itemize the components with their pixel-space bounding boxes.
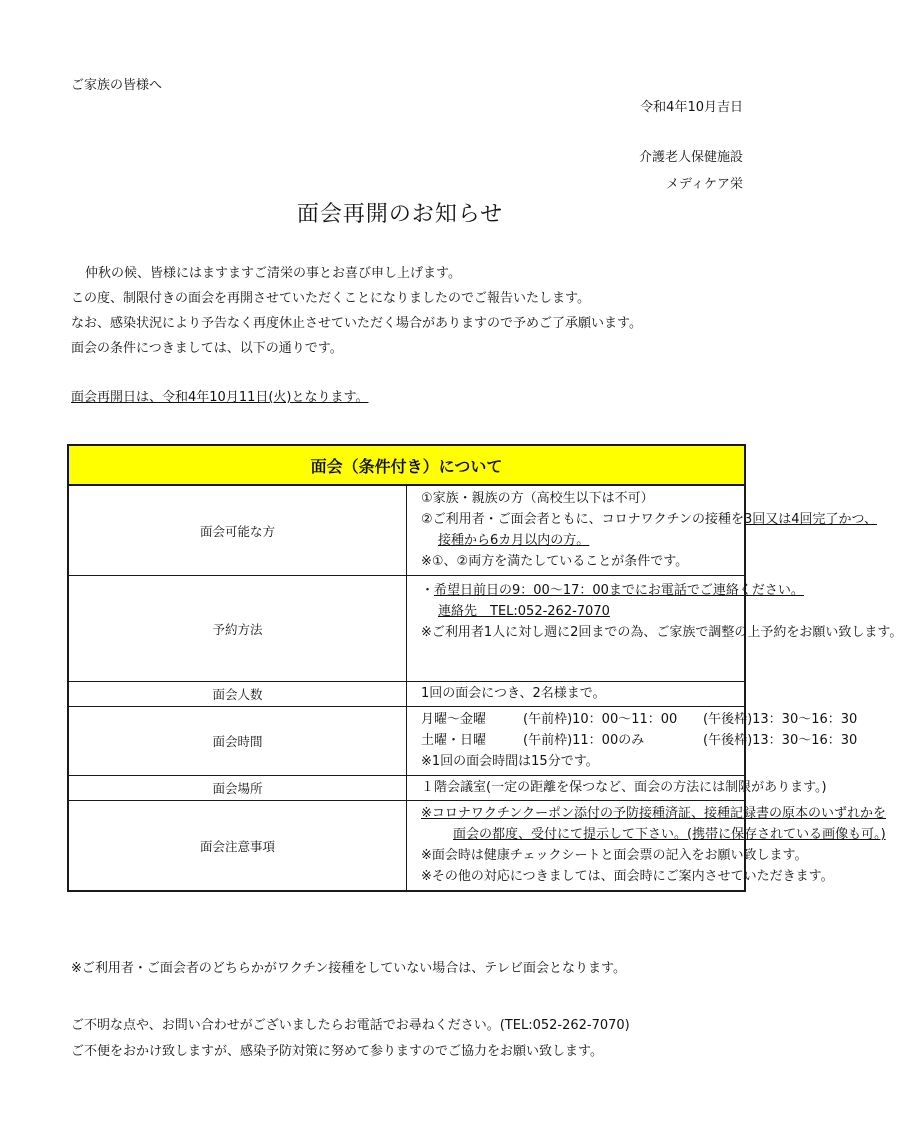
row-label-eligible: 面会可能な方 [68, 485, 407, 576]
row-label-hours: 面会時間 [68, 707, 407, 776]
table-row [68, 682, 745, 707]
content-line: ※面会時は健康チェックシートと面会票の記入をお願い致します。 [421, 848, 808, 863]
content-underlined: 希望日前日の9：00～17：00までにお電話でご連絡ください。 [434, 583, 804, 598]
content-line [421, 512, 878, 528]
organization-type: 介護老人保健施設 [638, 150, 743, 165]
reopen-date-notice: 面会再開日は、令和4年10月11日(火)となります。 [71, 390, 369, 405]
visit-conditions-table [67, 444, 902, 892]
table-row [68, 707, 745, 776]
row-label-location: 面会場所 [68, 776, 407, 801]
content-line: ※1回の面会時間は15分です。 [421, 754, 599, 769]
hours-line [421, 733, 858, 749]
row-content-visitors [407, 682, 746, 707]
contact-phone: 連絡先 TEL:052-262-7070 [438, 604, 610, 619]
hours-am: (午前枠)10：00～11：00 [523, 712, 678, 727]
inquiry-note: ご不明な点や、お問い合わせがございましたらお電話でお尋ねください。(TEL:052-262-7070) [71, 1018, 630, 1033]
row-content-reservation [407, 576, 902, 682]
vaccine-note: ※ご利用者・ご面会者のどちらかがワクチン接種をしていない場合は、テレビ面会となります。 [71, 961, 626, 976]
issue-date: 令和4年10月吉日 [640, 100, 743, 115]
intro-line: 仲秋の候、皆様にはますますご清栄の事とお喜び申し上げます。 [85, 266, 461, 281]
row-content-location [407, 776, 827, 801]
intro-line: 面会の条件につきましては、以下の通りです。 [71, 341, 343, 356]
content-line [421, 583, 804, 599]
content-line: ※①、②両方を満たしていることが条件です。 [421, 554, 689, 569]
organization-name: メディケア栄 [666, 177, 743, 192]
content-line: ①家族・親族の方（高校生以下は不可） [421, 491, 654, 506]
row-content-hours [407, 707, 858, 776]
table-header: 面会（条件付き）について [68, 445, 745, 485]
content-line: ※ご利用者1人に対し週に2回までの為、ご家族で調整の上予約をお願い致します。 [421, 625, 902, 640]
intro-line: この度、制限付きの面会を再開させていただくことになりましたのでご報告いたします。 [71, 291, 590, 306]
closing-note: ご不便をおかけ致しますが、感染予防対策に努めて参りますのでご協力をお願い致します。 [71, 1044, 603, 1059]
hours-days: 月曜～金曜 [421, 712, 487, 727]
hours-am: (午前枠)11：00のみ [523, 733, 645, 748]
row-content-eligible [407, 485, 878, 576]
intro-line: なお、感染状況により予告なく再度休止させていただく場合がありますので予めご了承願います。 [71, 316, 642, 331]
addressee: ご家族の皆様へ [71, 78, 163, 93]
table-row [68, 576, 745, 682]
content-line: １階会議室(一定の距離を保つなど、面会の方法には制限があります。) [421, 780, 827, 795]
table-row [68, 776, 745, 801]
row-content-notes [407, 801, 886, 892]
table-row [68, 801, 745, 892]
table-row [68, 485, 745, 576]
row-label-visitors: 面会人数 [68, 682, 407, 707]
page-title: 面会再開のお知らせ [296, 202, 504, 227]
hours-line [421, 712, 858, 728]
content-underlined: 面会の都度、受付にて提示して下さい。(携帯に保存されている画像も可。) [453, 827, 886, 842]
table-header-row [68, 445, 745, 485]
content-line: ※その他の対応につきましては、面会時にご案内させていただきます。 [421, 869, 834, 884]
content-line: 1回の面会につき、2名様まで。 [421, 686, 606, 701]
row-label-notes: 面会注意事項 [68, 801, 407, 892]
content-underlined: 3回又は4回完了かつ、 [744, 512, 878, 527]
hours-days: 土曜・日曜 [421, 733, 487, 748]
hours-pm: (午後枠)13：30～16：30 [703, 733, 858, 748]
content-line: 接種から6カ月以内の方。 [438, 533, 590, 548]
content-text: ②ご利用者・ご面会者ともに、コロナワクチンの接種を [421, 512, 745, 527]
content-underlined: ※コロナワクチンクーポン添付の予防接種済証、接種記録書の原本のいずれかを [421, 806, 886, 821]
hours-pm: (午後枠)13：30～16：30 [703, 712, 858, 727]
intro-paragraph [71, 266, 642, 366]
row-label-reservation: 予約方法 [68, 576, 407, 682]
bullet: ・ [421, 583, 435, 598]
